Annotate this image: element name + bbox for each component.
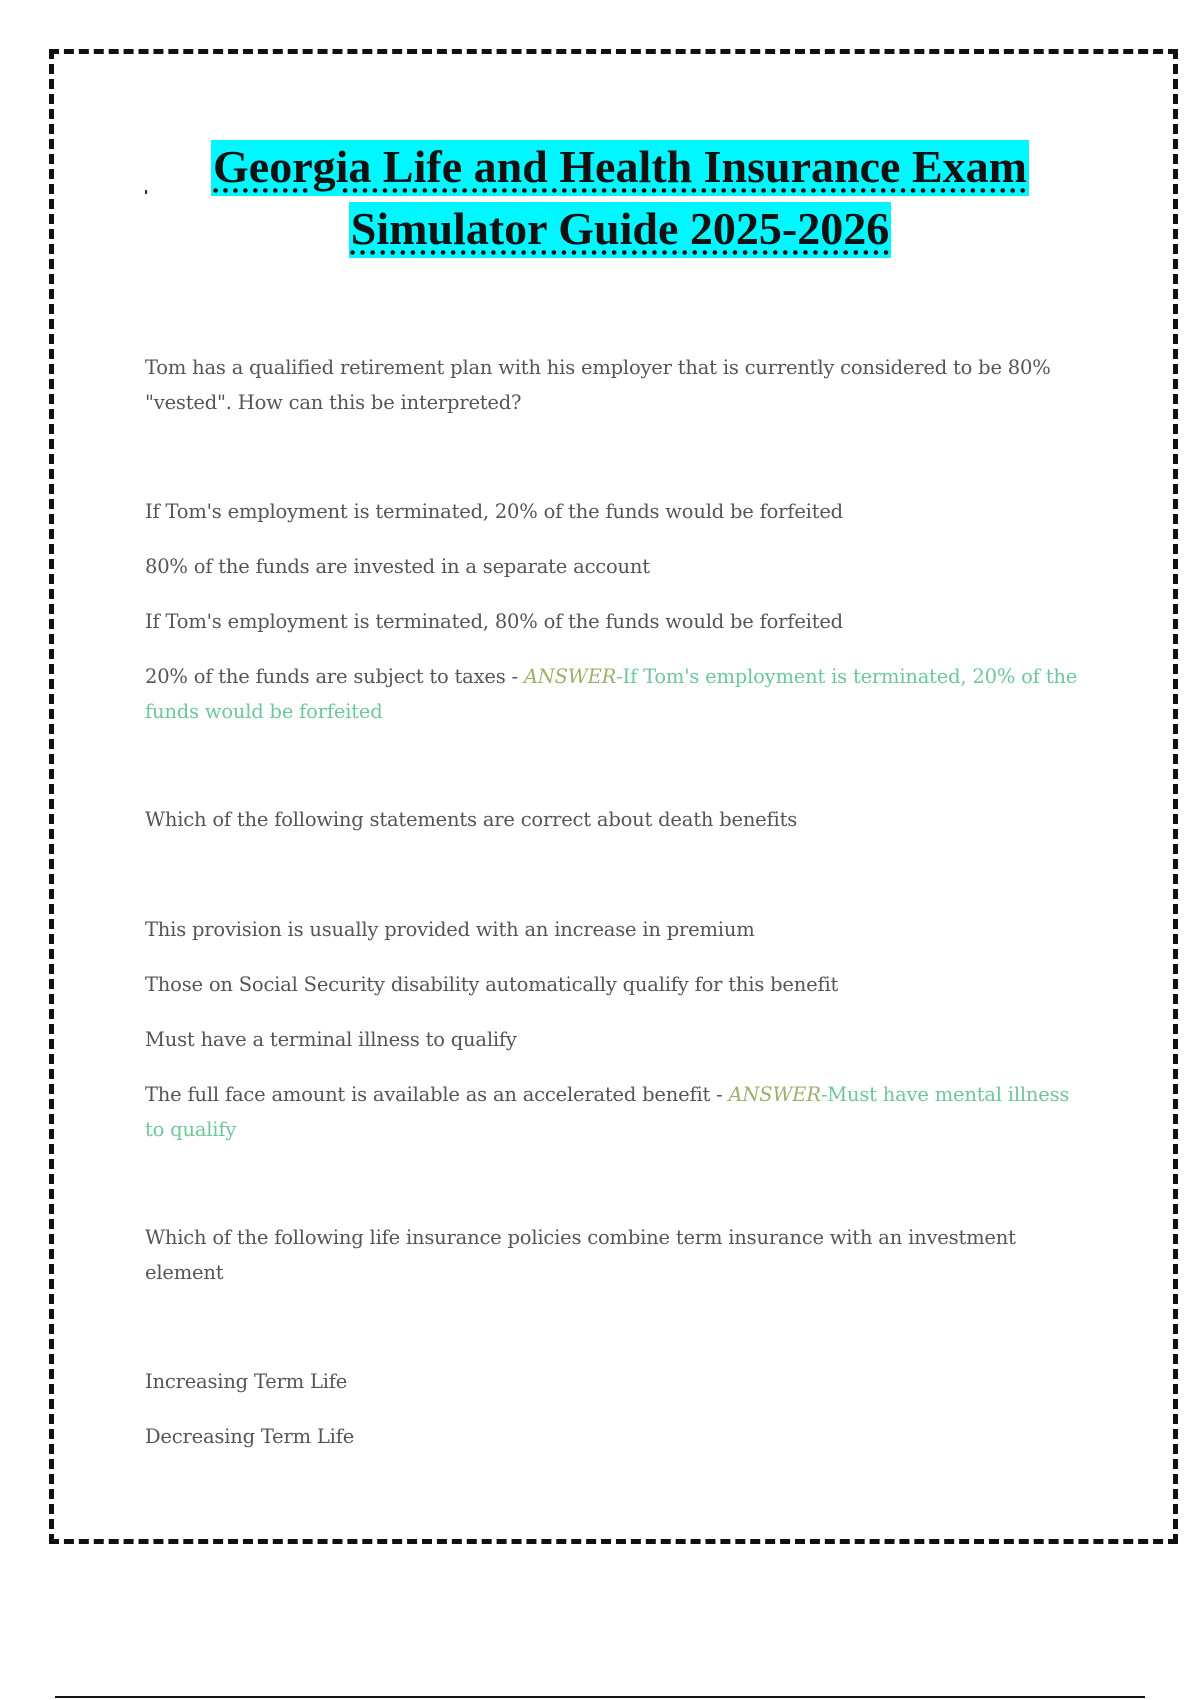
question-1 bbox=[145, 350, 1085, 420]
option-item: 20% of the funds are subject to taxes bbox=[145, 665, 506, 688]
option-item: Decreasing Term Life bbox=[145, 1425, 355, 1448]
question-text: Which of the following statements are correct about death benefits bbox=[145, 808, 798, 831]
answer-text: -If Tom's employment is terminated, 20% of the funds would be forfeited bbox=[145, 665, 1078, 723]
option-item: Must have a terminal illness to qualify bbox=[145, 1028, 517, 1051]
title-line-2 bbox=[140, 202, 1100, 258]
option-with-answer bbox=[145, 1077, 1085, 1147]
page-dashed-border bbox=[49, 49, 1178, 1544]
title-line-1 bbox=[140, 140, 1100, 196]
question-2 bbox=[145, 802, 1085, 837]
question-3-options bbox=[145, 1364, 1085, 1454]
title-bullet-mark bbox=[145, 190, 147, 194]
option-item: If Tom's employment is terminated, 20% of the funds would be forfeited bbox=[145, 500, 843, 523]
option-item: This provision is usually provided with an increase in premium bbox=[145, 918, 755, 941]
question-text: Tom has a qualified retirement plan with his employer that is currently considered to be 80% "vested". How can this be interpreted? bbox=[145, 356, 1051, 414]
question-3 bbox=[145, 1220, 1085, 1290]
answer-text: -Must have mental illness to qualify bbox=[145, 1083, 1070, 1141]
question-text: Which of the following life insurance policies combine term insurance with an investment element bbox=[145, 1226, 1016, 1284]
answer-label: ANSWER bbox=[523, 665, 617, 688]
footer-rule bbox=[55, 1696, 1145, 1698]
title-text-1: Georgia Life and Health Insurance Exam bbox=[211, 140, 1029, 196]
answer-label: ANSWER bbox=[728, 1083, 821, 1106]
title-text-2: Simulator Guide 2025-2026 bbox=[349, 202, 891, 258]
option-item: Those on Social Security disability automatically qualify for this benefit bbox=[145, 973, 839, 996]
option-with-answer bbox=[145, 659, 1085, 729]
option-item: The full face amount is available as an accelerated benefit bbox=[145, 1083, 711, 1106]
option-item: If Tom's employment is terminated, 80% of the funds would be forfeited bbox=[145, 610, 843, 633]
answer-separator: - bbox=[710, 1083, 729, 1106]
document-title bbox=[140, 140, 1100, 258]
answer-separator: - bbox=[505, 665, 524, 688]
question-1-options bbox=[145, 494, 1085, 729]
question-2-options bbox=[145, 912, 1085, 1147]
option-item: 80% of the funds are invested in a separate account bbox=[145, 555, 650, 578]
option-item: Increasing Term Life bbox=[145, 1370, 348, 1393]
